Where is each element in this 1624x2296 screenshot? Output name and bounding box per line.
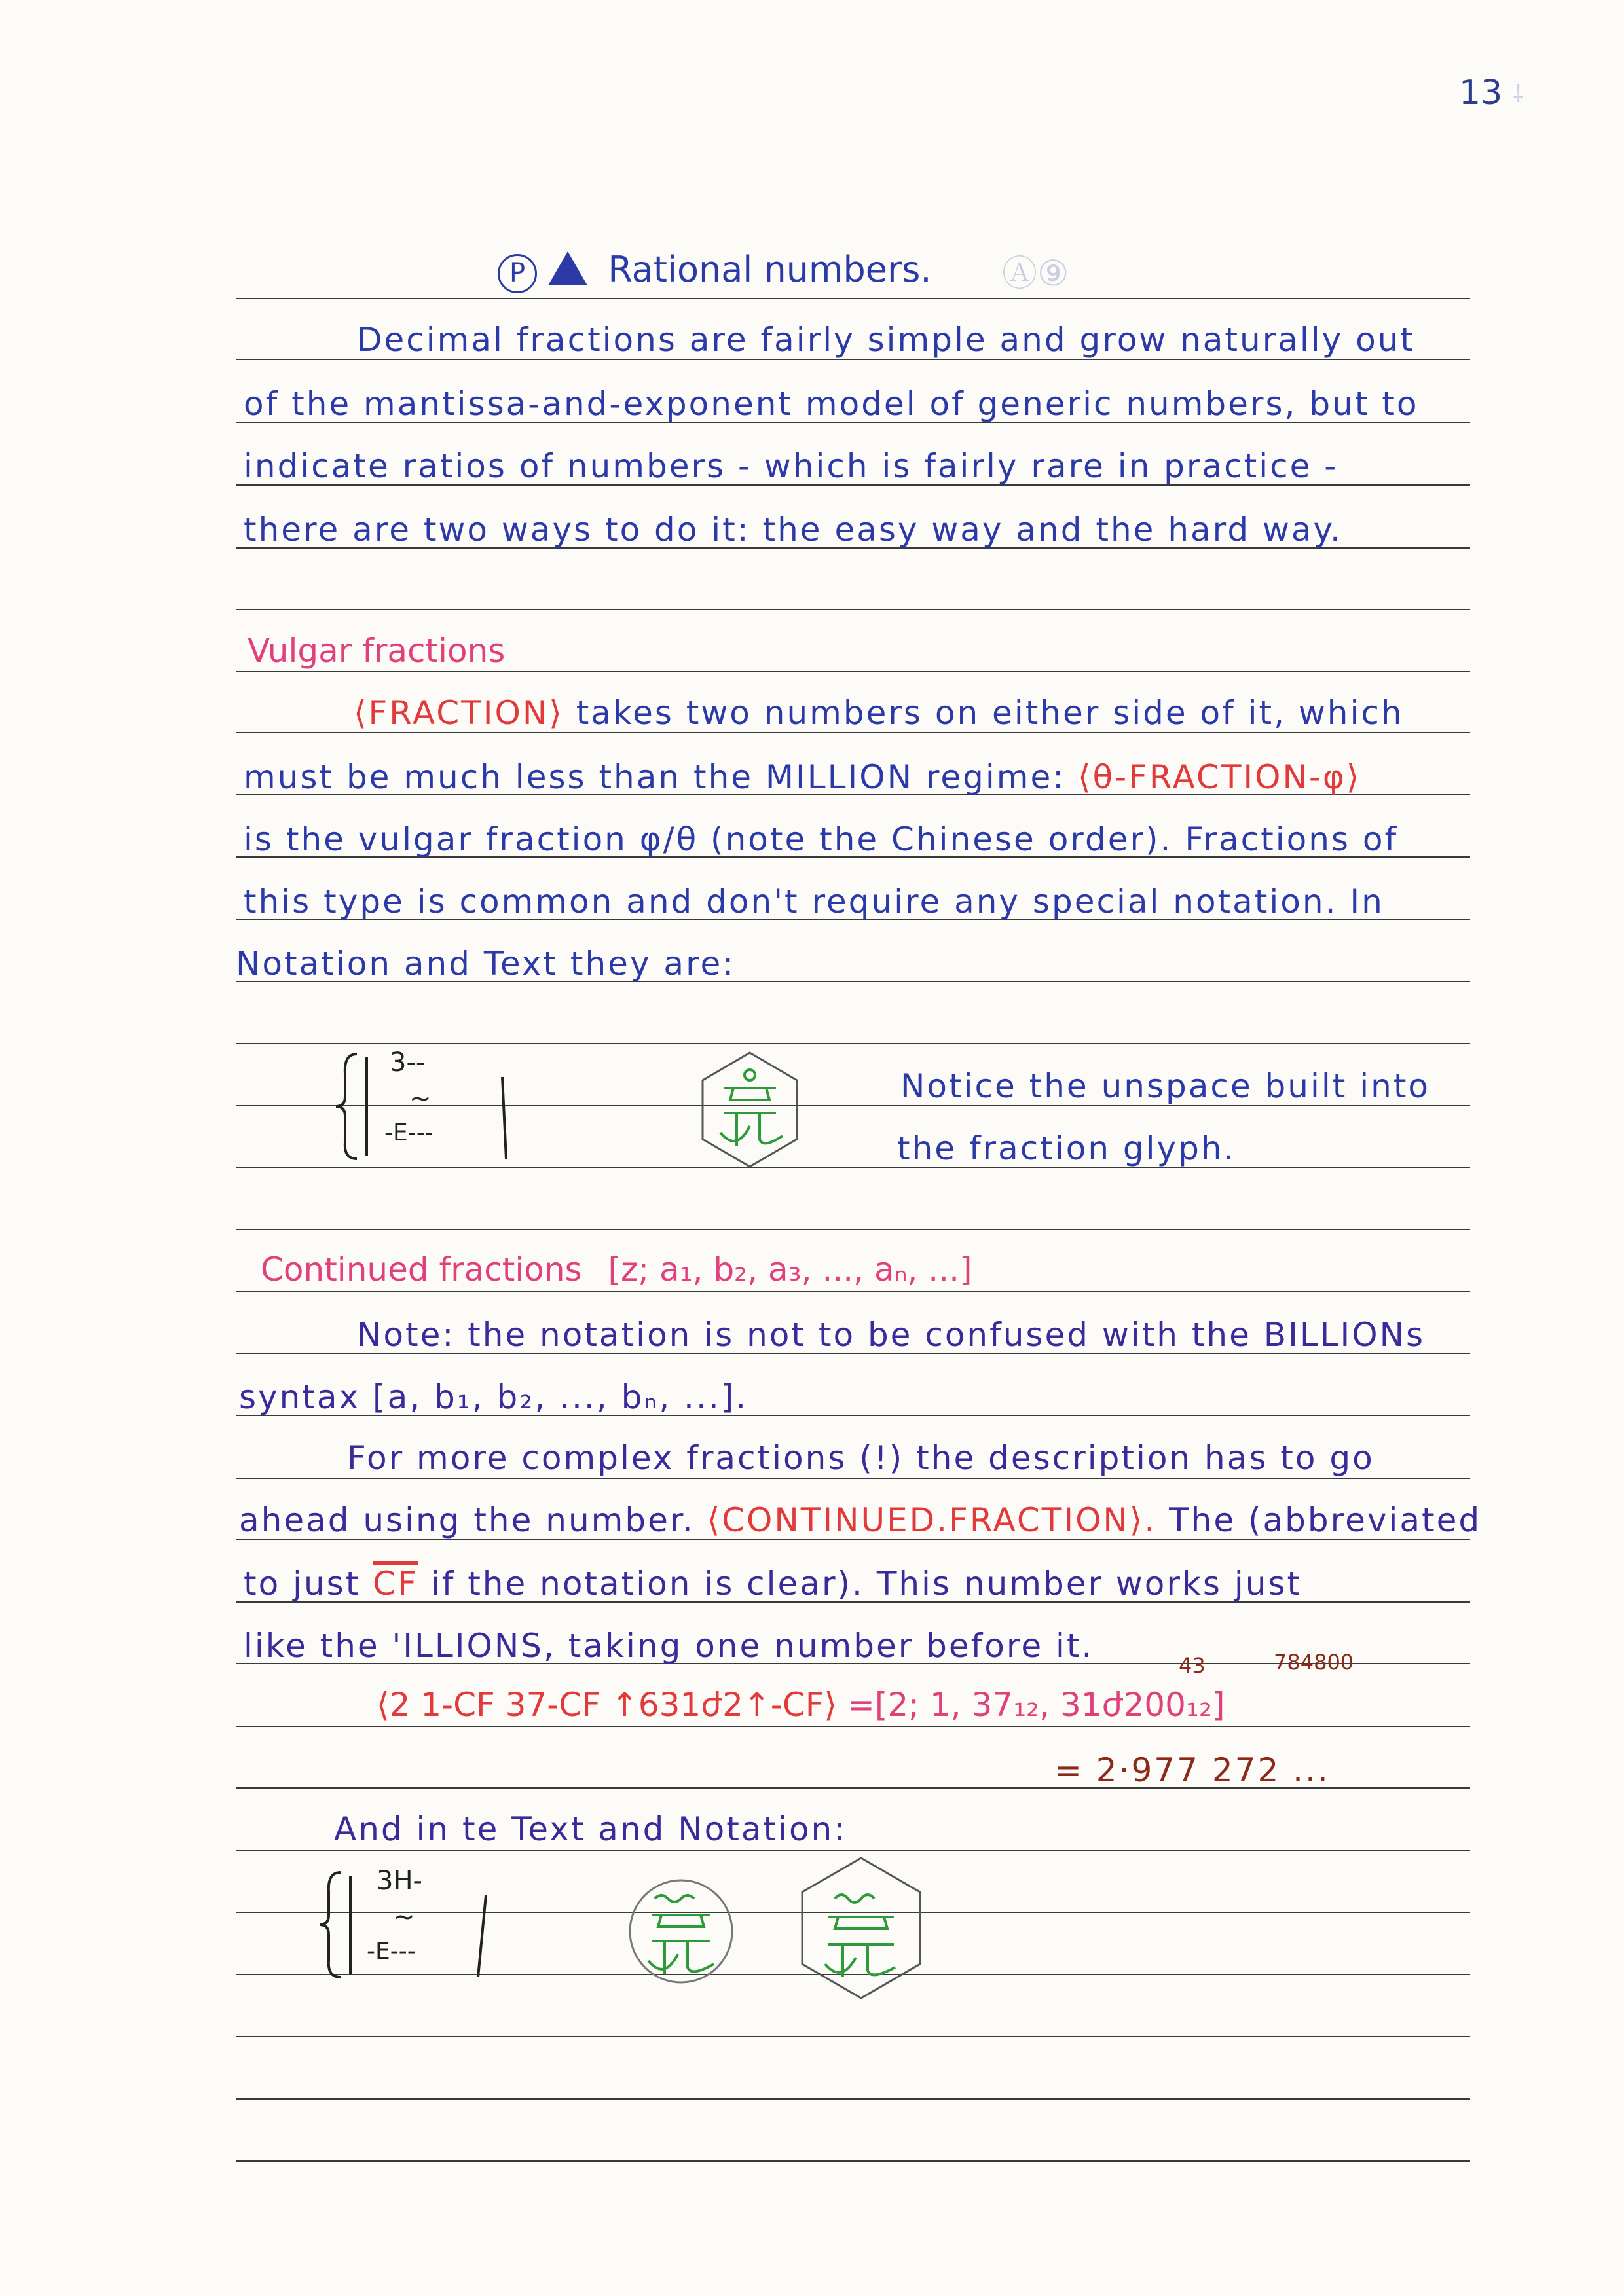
intro-line-3: indicate ratios of numbers - which is fairly rare in practice - (244, 447, 1338, 485)
hexagon-fraction-glyph-icon (697, 1048, 802, 1172)
vulgar-line-1 (354, 694, 1404, 732)
notation-1-bot: -E--- (384, 1120, 434, 1146)
continued-note-line-2: syntax [a, b₁, b₂, ..., bₙ, ...]. (239, 1378, 748, 1416)
continued-result: = 2·977 272 ... (1054, 1751, 1330, 1789)
continued-para-line-2 (239, 1501, 1481, 1539)
faint-bleedthrough-glyph: Ⓐ⑨ (1002, 253, 1069, 294)
annotation-784800: 784800 (1274, 1650, 1354, 1675)
theta-fraction-phi-tag: ⟨θ-FRACTION-φ⟩ (1077, 758, 1361, 796)
notation-glyph-1 (331, 1041, 514, 1172)
continued-fraction-tag: ⟨CONTINUED.FRACTION⟩. (707, 1501, 1157, 1539)
continued-para-line-3 (244, 1565, 1302, 1603)
continued-para-line-4: like the 'ILLIONS, taking one number before it. (244, 1627, 1094, 1665)
continued-example (377, 1686, 1225, 1724)
continued-line (261, 1250, 972, 1288)
cf-symbol: $\overline{CF}$ (373, 1565, 418, 1603)
vulgar-note-line-1: Notice the unspace built into (900, 1067, 1431, 1105)
and-in-text-line: And in te Text and Notation: (334, 1810, 847, 1848)
vulgar-line-2 (244, 758, 1361, 796)
intro-line-4: there are two ways to do it: the easy way and the hard way. (244, 511, 1342, 549)
vulgar-line-1-rest: takes two numbers on either side of it, which (576, 694, 1404, 732)
continued-para-line-1: For more complex fractions (!) the description has to go (347, 1439, 1375, 1477)
vulgar-note-line-2: the fraction glyph. (897, 1129, 1236, 1167)
circle-continued-fraction-glyph-icon (616, 1869, 747, 1994)
continued-para-line-2-b: The (abbreviated (1169, 1501, 1482, 1539)
continued-example-eq: =[2; 1, 37₁₂, 31ժ200₁₂] (847, 1686, 1225, 1724)
notation-2-mid: ~ (393, 1902, 415, 1932)
continued-para-line-3-b: if the notation is clear). This number works just (430, 1565, 1302, 1603)
notation-2-bot: -E--- (367, 1938, 416, 1965)
notation-1-mid: ~ (409, 1084, 432, 1114)
hexagon-continued-fraction-glyph-icon (796, 1853, 927, 2003)
continued-formula: [z; a₁, b₂, a₃, ..., aₙ, ...] (608, 1250, 972, 1288)
fraction-tag: ⟨FRACTION⟩ (354, 694, 564, 732)
vulgar-line-2-text: must be much less than the MILLION regime: (244, 758, 1066, 796)
vulgar-line-4: this type is common and don't require any special notation. In (244, 883, 1384, 920)
vulgar-heading: Vulgar fractions (248, 632, 506, 670)
triangle-symbol-icon (548, 251, 587, 285)
notation-1-top: 3-- (390, 1048, 426, 1078)
continued-note-line-1: Note: the notation is not to be confused with the BILLIONs (357, 1316, 1426, 1354)
heading-title: Rational numbers. (608, 249, 932, 290)
annotation-43: 43 (1179, 1653, 1206, 1678)
continued-heading: Continued fractions (261, 1250, 582, 1288)
continued-example-tag: ⟨2 1-CF 37-CF ↑631ժ2↑-CF⟩ (377, 1686, 838, 1724)
notation-2-top: 3H- (377, 1866, 422, 1896)
continued-para-line-2-a: ahead using the number. (239, 1501, 695, 1539)
page-number: 13 (1459, 73, 1503, 113)
intro-line-1: Decimal fractions are fairly simple and grow naturally out (357, 321, 1416, 359)
notation-glyph-2 (314, 1859, 498, 1990)
faint-mark: ⸸ (1513, 81, 1524, 108)
p-circle-icon: P (498, 254, 537, 293)
intro-line-2: of the mantissa-and-exponent model of generic numbers, but to (244, 385, 1419, 423)
continued-para-line-3-a: to just (244, 1565, 361, 1603)
section-heading (498, 247, 932, 293)
vulgar-line-5: Notation and Text they are: (236, 945, 736, 983)
vulgar-line-3: is the vulgar fraction φ/θ (note the Chinese order). Fractions of (244, 820, 1399, 858)
